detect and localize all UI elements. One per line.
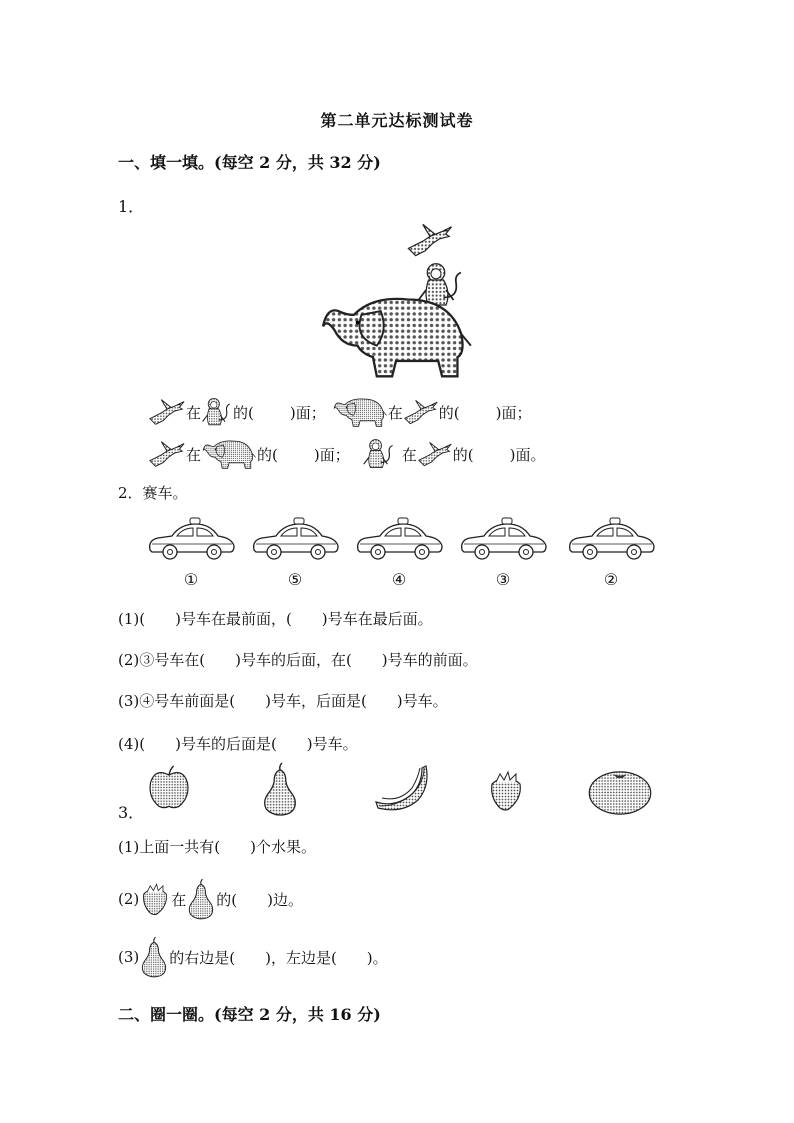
q3-line-1: (1)上面一共有( )个水果。 <box>118 838 316 856</box>
q1-r1-text-1: 在 <box>186 403 202 422</box>
bird-icon <box>408 224 451 255</box>
section-1-heading: 一、填一填。(每空 2 分，共 32 分) <box>118 153 381 172</box>
elephant-icon <box>323 299 471 376</box>
monkey-icon <box>201 395 233 429</box>
q1-r1-text-6: )面； <box>495 403 532 422</box>
q3-number: 3． <box>118 803 145 822</box>
q2-line-1: (1)( )号车在最前面，( )号车在最后面。 <box>118 610 433 628</box>
q1-r2-text-5: 的( <box>452 445 474 464</box>
monkey-icon <box>362 437 396 471</box>
race-car-icon <box>250 516 340 564</box>
race-car-icon <box>458 516 548 564</box>
q1-r2-text-4: 在 <box>401 445 417 464</box>
bird-icon <box>148 397 186 427</box>
q2-heading: 2．赛车。 <box>118 484 188 502</box>
strawberry-icon <box>486 768 526 813</box>
pear-icon <box>260 762 300 816</box>
car-number: ② <box>603 570 619 589</box>
animals-illustration <box>312 222 482 384</box>
q3-l2-text-1: 在 <box>171 890 187 909</box>
q3-l2-text-2: 的( )边。 <box>216 890 303 909</box>
car-number: ④ <box>391 570 407 589</box>
q1-r1-text-4: 在 <box>387 403 403 422</box>
q1-row-1 <box>148 392 531 432</box>
q3-l3-text-1: 的右边是( )，左边是( )。 <box>169 948 388 967</box>
elephant-icon <box>201 437 257 471</box>
q3-line-2 <box>118 876 303 922</box>
bird-icon <box>148 439 186 469</box>
pear-icon <box>139 936 169 978</box>
banana-icon <box>372 762 432 812</box>
q2-line-2: (2)③号车在( )号车的后面，在( )号车的前面。 <box>118 651 478 669</box>
car-number: ⑤ <box>287 570 303 589</box>
race-car-icon <box>146 516 236 564</box>
elephant-icon <box>332 395 388 429</box>
page-title: 第二单元达标测试卷 <box>320 111 474 130</box>
q3-l2-prefix: (2) <box>118 890 140 908</box>
q3-l3-prefix: (3) <box>118 948 140 966</box>
monkey-icon <box>419 264 462 305</box>
q1-number: 1． <box>118 197 145 216</box>
orange-icon <box>586 768 654 816</box>
car-number: ③ <box>495 570 511 589</box>
car-number: ① <box>183 570 199 589</box>
section-2-heading: 二、圈一圈。(每空 2 分，共 16 分) <box>118 1005 381 1024</box>
q1-r2-text-3: )面； <box>313 445 350 464</box>
pear-icon <box>186 878 216 920</box>
q1-r2-text-2: 的( <box>257 445 278 464</box>
q1-r1-text-5: 的( <box>438 403 460 422</box>
race-car-icon <box>354 516 444 564</box>
race-car-icon <box>566 516 656 564</box>
q1-row-2 <box>148 434 545 474</box>
q1-r1-text-3: )面； <box>289 403 326 422</box>
bird-icon <box>417 439 453 469</box>
q3-line-3 <box>118 934 388 980</box>
q1-r2-text-6: )面。 <box>509 445 546 464</box>
bird-icon <box>403 397 439 427</box>
strawberry-icon <box>139 881 171 917</box>
apple-icon <box>146 764 192 810</box>
q1-r1-text-2: 的( <box>233 403 254 422</box>
q2-line-3: (3)④号车前面是( )号车，后面是( )号车。 <box>118 692 448 710</box>
q2-line-4: (4)( )号车的后面是( )号车。 <box>118 735 358 753</box>
q1-r2-text-1: 在 <box>186 445 202 464</box>
